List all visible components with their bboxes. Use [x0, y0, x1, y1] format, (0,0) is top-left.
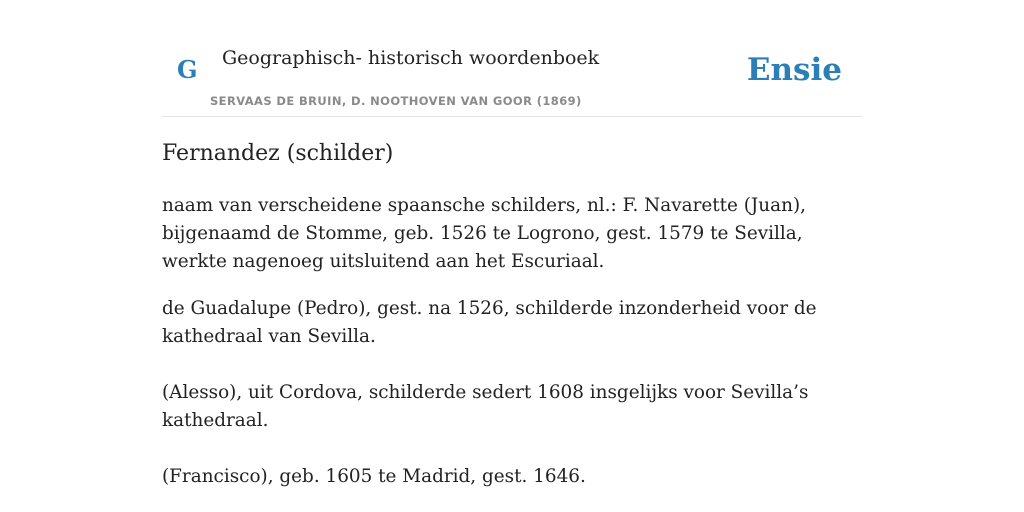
ensie-logo-link[interactable]: Ensie: [746, 52, 842, 88]
entry-content: [162, 136, 862, 491]
book-authors: SERVAAS DE BRUIN, D. NOOTHOVEN VAN GOOR (1869): [210, 94, 582, 108]
entry-paragraph: de Guadalupe (Pedro), gest. na 1526, schilderde inzonderheid voor de kathedraal van Sevilla.: [162, 298, 817, 347]
entry-paragraph: naam van verscheidene spaansche schilders, nl.: F. Navarette (Juan), bijgenaamd de Stomme, geb. 1526 te Logrono, gest. 1579 te Sevilla, werkte nagenoeg uitsluitend aan het Escuriaal.: [162, 195, 806, 272]
entry-title: Fernandez (schilder): [162, 141, 394, 166]
book-initial-logo[interactable]: G: [177, 55, 198, 84]
entry-paragraph: (Alesso), uit Cordova, schilderde sedert 1608 insgelijks voor Sevilla’s kathedraal.: [162, 382, 809, 431]
entry-paragraph: (Francisco), geb. 1605 te Madrid, gest. 1646.: [162, 466, 586, 487]
book-title-link[interactable]: Geographisch- historisch woordenboek: [222, 47, 600, 69]
book-header: [162, 0, 862, 117]
